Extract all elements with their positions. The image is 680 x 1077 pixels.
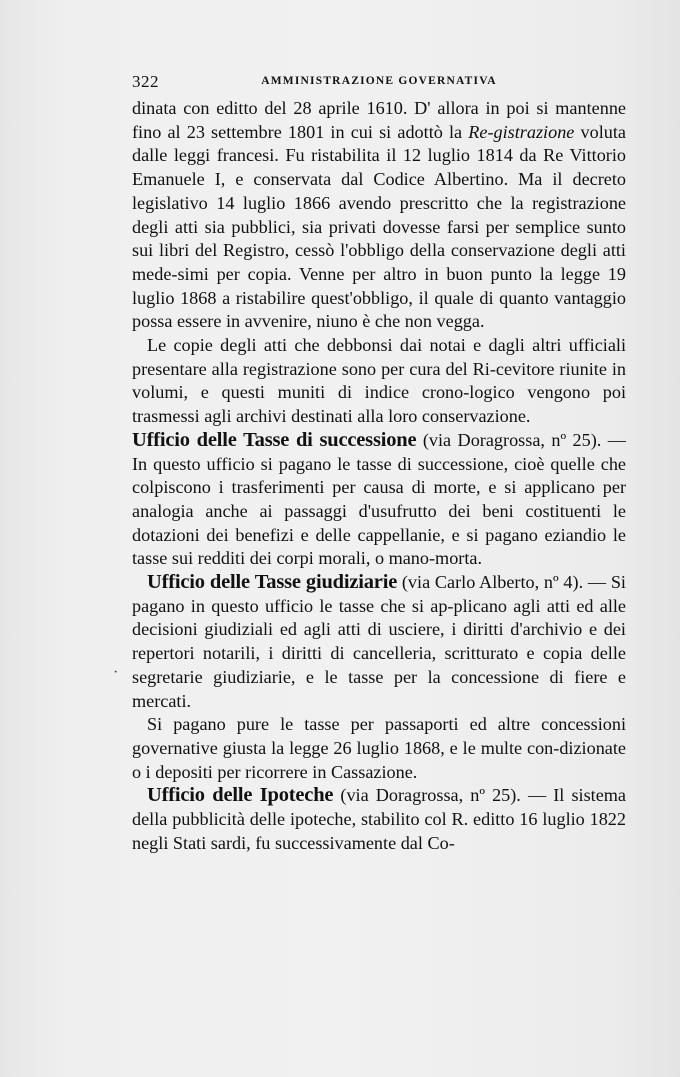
page-number: 322 [132,72,159,91]
section-ipoteche [132,784,626,855]
margin-mark: · [113,664,119,681]
paragraph-passaporti: Si pagano pure le tasse per passaporti ed altre concessioni governative giusta la legge 26 luglio 1868, e le multe con-dizionate o i depositi per ricorrere in Cassazione. [132,714,626,782]
section-tasse-giudiziarie [132,571,626,713]
running-title: AMMINISTRAZIONE GOVERNATIVA [261,75,497,87]
body-text [132,97,626,856]
section-text: (via Doragrossa, nº 25). — Il sistema della pubblicità delle ipoteche, stabilito col R. editto 16 luglio 1822 negli Stati sardi, fu successivamente dal Co- [132,785,626,853]
paragraph-copie: Le copie degli atti che debbonsi dai notai e dagli altri ufficiali presentare alla registrazione sono per cura del Ri-cevitore riunite in volumi, e questi muniti di indice crono-logico vengono poi trasmessi agli archivi destinati alla loro conservazione. [132,335,626,427]
paragraph-continuation [132,97,626,334]
section-heading: Ufficio delle Ipoteche [147,784,334,807]
italic-term: Re-gistrazione [468,121,575,142]
section-text: (via Doragrossa, nº 25). — In questo ufficio si pagano le tasse di successione, cioè quelle che colpiscono i trasferimenti per causa di morte, e si applicano per analogia anche ai passaggi d'usufrutto dei beni costituenti le dotazioni dei benefizi e delle cappellanie, e si pagano eziandio le tasse sui redditi dei corpi morali, o mano-morta. [132,429,626,569]
section-text: (via Carlo Alberto, nº 4). — Si pagano in questo ufficio le tasse che si ap-plicano agli atti ed alle decisioni giudiziali ed agli atti di usciere, i diritti d'archivio e dei repertori notarili, i diritti di cancelleria, scritturato e copia delle segretarie giudiziarie, e le tasse per la concessione di fiere e mercati. [132,572,626,711]
paragraph-1-part-b: voluta dalle leggi francesi. Fu ristabilita il 12 luglio 1814 da Re Vittorio Emanuele I, e conservata dal Codice Albertino. Ma il decreto legislativo 14 luglio 1866 avendo prescritto che la registrazione degli atti sia pubblici, sia privati dovesse farsi per semplice sunto sui libri del Registro, cessò l'obbligo della conservazione degli atti mede-simi per copia. Venne per altro in buon punto la legge 19 luglio 1868 a ristabilire quest'obbligo, il quale di quanto vantaggio possa essere in avvenire, niuno è che non vegga. [132,121,626,332]
section-heading: Ufficio delle Tasse di successione [132,428,417,451]
section-heading: Ufficio delle Tasse giudiziarie [147,571,398,594]
section-tasse-successione [132,429,626,571]
page-header [132,72,626,94]
paragraph-1-part-a: dinata con editto del 28 aprile 1610. D' allora in poi si mantenne fino al 23 settembre 1801 in cui si adottò la [132,98,626,142]
